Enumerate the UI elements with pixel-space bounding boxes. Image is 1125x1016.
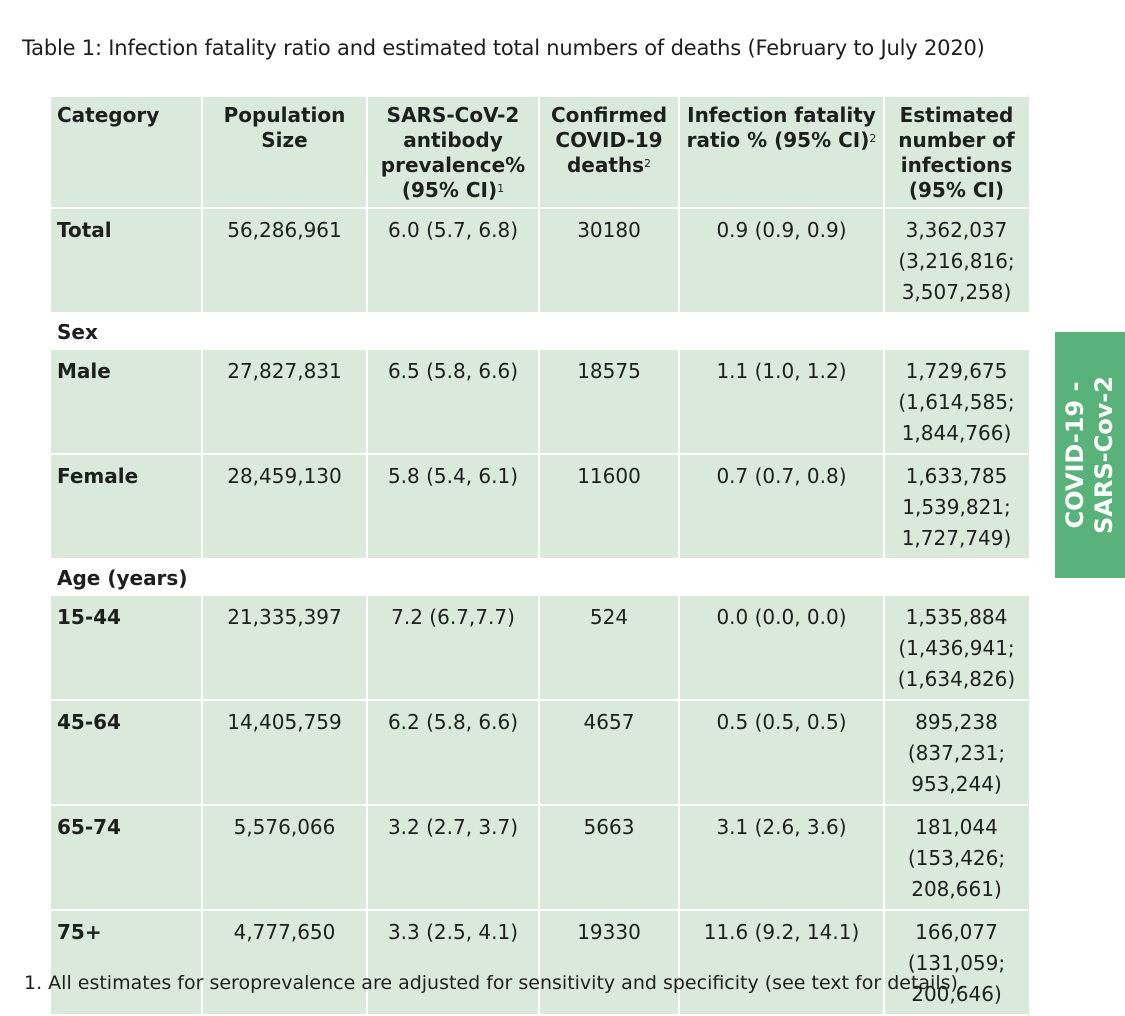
ifr-cell: 3.1 (2.6, 3.6) — [679, 805, 884, 910]
infections-cell: 3,362,037 (3,216,816; 3,507,258) — [884, 208, 1028, 313]
population-cell: 27,827,831 — [202, 349, 367, 454]
infections-cell: 1,535,884 (1,436,941; (1,634,826) — [884, 595, 1028, 700]
antibody-cell: 6.2 (5.8, 6.6) — [367, 700, 539, 805]
population-cell: 14,405,759 — [202, 700, 367, 805]
footnote-ref-1: 1 — [497, 182, 505, 195]
table-row — [50, 454, 1028, 559]
ifr-cell: 0.0 (0.0, 0.0) — [679, 595, 884, 700]
population-cell: 28,459,130 — [202, 454, 367, 559]
ifr-cell: 11.6 (9.2, 14.1) — [679, 910, 884, 1015]
antibody-cell: 5.8 (5.4, 6.1) — [367, 454, 539, 559]
footnote-ref-2: 2 — [644, 157, 652, 170]
header-infections: Estimated number of infections (95% CI) — [884, 96, 1028, 208]
section-label: Sex — [50, 313, 1028, 349]
ifr-cell: 1.1 (1.0, 1.2) — [679, 349, 884, 454]
header-population: Population Size — [202, 96, 367, 208]
deaths-cell: 4657 — [539, 700, 679, 805]
antibody-cell: 3.3 (2.5, 4.1) — [367, 910, 539, 1015]
footnote: 1. All estimates for seroprevalence are adjusted for sensitivity and specificity (see text for details). — [24, 972, 964, 994]
ifr-cell: 0.9 (0.9, 0.9) — [679, 208, 884, 313]
table-row — [50, 349, 1028, 454]
side-tab-label: COVID-19 - SARS-Cov-2 — [1061, 376, 1118, 534]
antibody-cell: 6.5 (5.8, 6.6) — [367, 349, 539, 454]
row-category: Female — [50, 454, 202, 559]
deaths-cell: 5663 — [539, 805, 679, 910]
table-row — [50, 595, 1028, 700]
section-row-sex — [50, 313, 1028, 349]
table-caption: Table 1: Infection fatality ratio and estimated total numbers of deaths (February to July 2020) — [22, 36, 985, 60]
deaths-cell: 30180 — [539, 208, 679, 313]
header-row — [50, 96, 1028, 208]
row-category: Total — [50, 208, 202, 313]
section-side-tab — [1055, 332, 1125, 578]
infections-cell: 181,044 (153,426; 208,661) — [884, 805, 1028, 910]
row-category: 75+ — [50, 910, 202, 1015]
deaths-cell: 524 — [539, 595, 679, 700]
table-row — [50, 208, 1028, 313]
antibody-cell: 3.2 (2.7, 3.7) — [367, 805, 539, 910]
antibody-cell: 7.2 (6.7,7.7) — [367, 595, 539, 700]
footnote-ref-2b: 2 — [869, 132, 877, 145]
population-cell: 21,335,397 — [202, 595, 367, 700]
ifr-cell: 0.7 (0.7, 0.8) — [679, 454, 884, 559]
section-row-age — [50, 559, 1028, 595]
population-cell: 56,286,961 — [202, 208, 367, 313]
table-row — [50, 805, 1028, 910]
header-deaths: Confirmed COVID-19 deaths$^2$ — [539, 96, 679, 208]
table-row — [50, 700, 1028, 805]
ifr-cell: 0.5 (0.5, 0.5) — [679, 700, 884, 805]
row-category: Male — [50, 349, 202, 454]
infections-cell: 1,729,675 (1,614,585; 1,844,766) — [884, 349, 1028, 454]
header-ifr: Infection fatality ratio % (95% CI)$^2$ — [679, 96, 884, 208]
row-category: 65-74 — [50, 805, 202, 910]
table-row — [50, 910, 1028, 1015]
deaths-cell: 19330 — [539, 910, 679, 1015]
deaths-cell: 11600 — [539, 454, 679, 559]
population-cell: 4,777,650 — [202, 910, 367, 1015]
antibody-cell: 6.0 (5.7, 6.8) — [367, 208, 539, 313]
row-category: 45-64 — [50, 700, 202, 805]
section-label: Age (years) — [50, 559, 1028, 595]
header-antibody: SARS-CoV-2 antibody prevalence% (95% CI)$^1$ — [367, 96, 539, 208]
infections-cell: 166,077 (131,059; 200,646) — [884, 910, 1028, 1015]
row-category: 15-44 — [50, 595, 202, 700]
ifr-table — [49, 95, 1029, 1016]
infections-cell: 895,238 (837,231; 953,244) — [884, 700, 1028, 805]
header-category: Category — [50, 96, 202, 208]
deaths-cell: 18575 — [539, 349, 679, 454]
infections-cell: 1,633,785 1,539,821; 1,727,749) — [884, 454, 1028, 559]
population-cell: 5,576,066 — [202, 805, 367, 910]
